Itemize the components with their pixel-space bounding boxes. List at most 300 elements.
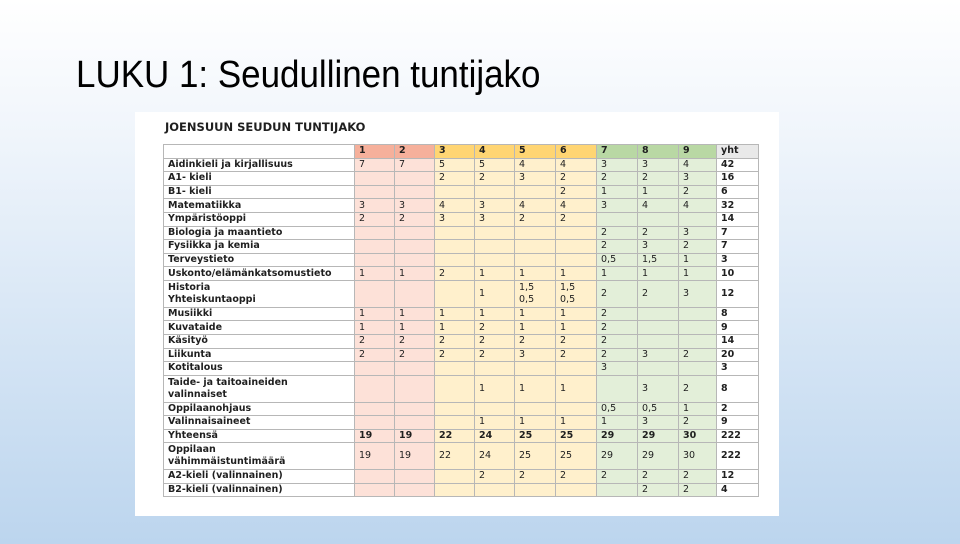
grade-cell: [597, 362, 638, 376]
cell-value: 1: [479, 382, 486, 394]
grade-cell: [475, 416, 515, 430]
grade-cell: [435, 416, 475, 430]
cell-value: 6: [721, 186, 728, 198]
grade-cell: [515, 226, 556, 240]
grade-cell: [435, 321, 475, 335]
grade-cell: [435, 185, 475, 199]
grade-cell: [355, 280, 395, 307]
grade-cell: [475, 267, 515, 281]
grade-cell: [717, 199, 759, 213]
grade-cell: [638, 253, 679, 267]
grade-cell: [679, 483, 717, 497]
table-row: [164, 470, 759, 484]
grade-cell: [395, 429, 435, 443]
grade-cell: [435, 470, 475, 484]
subject-label: [164, 429, 355, 443]
grade-cell: [515, 240, 556, 254]
cell-value: 2: [642, 483, 649, 495]
cell-value: 2: [439, 172, 446, 184]
subject-label-line: B2-kieli (valinnainen): [168, 483, 283, 495]
grade-cell: [679, 226, 717, 240]
cell-value: 2: [399, 348, 406, 360]
cell-value: 3: [601, 362, 608, 374]
grade-cell: [435, 226, 475, 240]
subject-label: [164, 253, 355, 267]
cell-value: 2: [359, 348, 366, 360]
grade-cell: [475, 240, 515, 254]
grade-cell: [638, 483, 679, 497]
cell-value: 3: [439, 213, 446, 225]
grade-cell: [717, 280, 759, 307]
grade-cell: [556, 402, 597, 416]
cell-value: 7: [399, 158, 406, 170]
grade-cell: [679, 253, 717, 267]
cell-value: 1: [399, 267, 406, 279]
grade-cell: [355, 199, 395, 213]
grade-cell: [717, 321, 759, 335]
grade-cell: [679, 375, 717, 402]
cell-value-sub: 0,5: [519, 293, 535, 305]
cell-value: 3: [479, 213, 486, 225]
column-header-4: 4: [475, 145, 515, 159]
subject-label: [164, 199, 355, 213]
grade-cell: [679, 348, 717, 362]
grade-cell: [556, 212, 597, 226]
grade-cell: [475, 443, 515, 470]
grade-cell: [597, 402, 638, 416]
cell-value: 1: [560, 308, 567, 320]
table-row: [164, 226, 759, 240]
subject-label: [164, 280, 355, 307]
cell-value: 3: [642, 240, 649, 252]
grade-cell: [638, 240, 679, 254]
cell-value: 4: [560, 199, 567, 211]
cell-value: 30: [683, 429, 697, 441]
cell-value: 3: [519, 348, 526, 360]
grade-cell: [717, 185, 759, 199]
grade-cell: [679, 158, 717, 172]
timetable-image-panel: [135, 112, 779, 516]
grade-cell: [355, 470, 395, 484]
cell-value: 2: [560, 186, 567, 198]
cell-value: 2: [479, 470, 486, 482]
grade-cell: [355, 402, 395, 416]
grade-cell: [679, 212, 717, 226]
table-row: [164, 240, 759, 254]
subject-label-line: Yhteiskuntaoppi: [168, 293, 256, 305]
grade-cell: [556, 470, 597, 484]
cell-value: 25: [519, 450, 532, 462]
cell-value: 2: [479, 321, 486, 333]
table-row: [164, 212, 759, 226]
table-title: JOENSUUN SEUDUN TUNTIJAKO: [165, 120, 366, 134]
column-header-6: 6: [556, 145, 597, 159]
grade-cell: [515, 443, 556, 470]
subject-label: [164, 375, 355, 402]
grade-cell: [475, 321, 515, 335]
grade-cell: [435, 172, 475, 186]
grade-cell: [717, 307, 759, 321]
subject-label-line: Kuvataide: [168, 321, 223, 333]
grade-cell: [395, 416, 435, 430]
cell-value: 3: [642, 348, 649, 360]
cell-value: 1: [642, 186, 649, 198]
cell-value: 2: [601, 226, 608, 238]
cell-value: 29: [642, 450, 655, 462]
grade-cell: [597, 348, 638, 362]
grade-cell: [515, 185, 556, 199]
grade-cell: [597, 307, 638, 321]
cell-value: 2: [479, 172, 486, 184]
grade-cell: [717, 348, 759, 362]
grade-cell: [475, 158, 515, 172]
cell-value: 2: [439, 335, 446, 347]
grade-cell: [395, 240, 435, 254]
subject-label: [164, 334, 355, 348]
cell-value: 10: [721, 267, 735, 279]
grade-cell: [638, 321, 679, 335]
grade-cell: [717, 483, 759, 497]
cell-value: 3: [683, 287, 690, 299]
grade-cell: [638, 375, 679, 402]
grade-cell: [717, 240, 759, 254]
grade-cell: [475, 402, 515, 416]
grade-cell: [717, 429, 759, 443]
cell-value: 2: [519, 470, 526, 482]
subject-label-line: Liikunta: [168, 348, 212, 360]
subject-label: [164, 158, 355, 172]
grade-cell: [355, 334, 395, 348]
table-header-row: [164, 145, 759, 159]
cell-value: 2: [642, 226, 649, 238]
cell-value: 16: [721, 172, 735, 184]
grade-cell: [355, 212, 395, 226]
grade-cell: [355, 483, 395, 497]
timetable-table: [163, 144, 759, 497]
grade-cell: [679, 280, 717, 307]
cell-value: 20: [721, 348, 735, 360]
subject-label: [164, 267, 355, 281]
grade-cell: [717, 267, 759, 281]
grade-cell: [638, 158, 679, 172]
grade-cell: [638, 172, 679, 186]
grade-cell: [355, 429, 395, 443]
subject-label: [164, 348, 355, 362]
cell-value: 3: [359, 199, 366, 211]
subject-label-line: Valinnaisaineet: [168, 416, 251, 428]
grade-cell: [435, 280, 475, 307]
grade-cell: [355, 362, 395, 376]
cell-value: 2: [399, 213, 406, 225]
grade-cell: [556, 226, 597, 240]
grade-cell: [515, 172, 556, 186]
subject-label: [164, 307, 355, 321]
subject-label-line: B1- kieli: [168, 186, 212, 198]
subject-label-line: Oppilaan: [168, 444, 216, 456]
grade-cell: [597, 212, 638, 226]
cell-value: 8: [721, 382, 728, 394]
grade-cell: [395, 185, 435, 199]
grade-cell: [355, 267, 395, 281]
grade-cell: [638, 212, 679, 226]
table-row: [164, 483, 759, 497]
cell-value: 2: [560, 348, 567, 360]
cell-value: 1: [560, 321, 567, 333]
cell-value: 1: [519, 382, 526, 394]
cell-value: 4: [721, 483, 728, 495]
cell-value: 2: [359, 335, 366, 347]
grade-cell: [597, 240, 638, 254]
grade-cell: [435, 402, 475, 416]
cell-value: 3: [721, 254, 728, 266]
grade-cell: [395, 362, 435, 376]
grade-cell: [515, 429, 556, 443]
subject-label: [164, 240, 355, 254]
grade-cell: [717, 212, 759, 226]
grade-cell: [515, 362, 556, 376]
grade-cell: [475, 253, 515, 267]
subject-label-line: Biologia ja maantieto: [168, 226, 283, 238]
grade-cell: [435, 362, 475, 376]
grade-cell: [355, 240, 395, 254]
grade-cell: [395, 334, 435, 348]
grade-cell: [638, 402, 679, 416]
subject-label: [164, 402, 355, 416]
grade-cell: [475, 199, 515, 213]
subject-label-line: Musiikki: [168, 308, 213, 320]
grade-cell: [475, 470, 515, 484]
cell-value: 2: [439, 348, 446, 360]
cell-value: 4: [439, 199, 446, 211]
grade-cell: [435, 429, 475, 443]
grade-cell: [556, 280, 597, 307]
grade-cell: [475, 307, 515, 321]
grade-cell: [395, 470, 435, 484]
grade-cell: [515, 212, 556, 226]
cell-value: 22: [439, 450, 452, 462]
grade-cell: [679, 240, 717, 254]
grade-cell: [395, 267, 435, 281]
grade-cell: [435, 375, 475, 402]
grade-cell: [679, 199, 717, 213]
grade-cell: [679, 402, 717, 416]
cell-value: 25: [560, 450, 573, 462]
grade-cell: [638, 348, 679, 362]
cell-value: 14: [721, 213, 735, 225]
cell-value: 3: [683, 226, 690, 238]
grade-cell: [435, 307, 475, 321]
grade-cell: [556, 375, 597, 402]
grade-cell: [638, 267, 679, 281]
grade-cell: [556, 267, 597, 281]
cell-value: 1: [479, 416, 486, 428]
cell-value: 29: [601, 450, 614, 462]
grade-cell: [717, 443, 759, 470]
grade-cell: [679, 443, 717, 470]
grade-cell: [355, 185, 395, 199]
cell-value: 19: [359, 429, 373, 441]
cell-value: 3: [721, 362, 728, 374]
grade-cell: [395, 348, 435, 362]
grade-cell: [597, 172, 638, 186]
grade-cell: [597, 443, 638, 470]
grade-cell: [638, 185, 679, 199]
subject-label-line: Historia: [168, 281, 211, 293]
subject-label-line: Matematiikka: [168, 199, 242, 211]
grade-cell: [597, 253, 638, 267]
cell-value: 4: [683, 199, 690, 211]
cell-value: 1,5: [519, 281, 535, 293]
cell-value: 19: [399, 450, 412, 462]
grade-cell: [679, 362, 717, 376]
grade-cell: [435, 199, 475, 213]
grade-cell: [515, 321, 556, 335]
cell-value: 9: [721, 321, 728, 333]
grade-cell: [435, 334, 475, 348]
grade-cell: [515, 253, 556, 267]
cell-value: 2: [560, 172, 567, 184]
cell-value: 1: [519, 416, 526, 428]
subject-label-line: Oppilaanohjaus: [168, 402, 252, 414]
grade-cell: [395, 158, 435, 172]
grade-cell: [395, 212, 435, 226]
grade-cell: [395, 226, 435, 240]
grade-cell: [515, 416, 556, 430]
grade-cell: [355, 307, 395, 321]
cell-value: 8: [721, 308, 728, 320]
column-header-2: 2: [395, 145, 435, 159]
cell-value: 2: [642, 470, 649, 482]
subject-label-line: Käsityö: [168, 335, 208, 347]
cell-value: 30: [683, 450, 696, 462]
cell-value: 25: [519, 429, 533, 441]
grade-cell: [638, 362, 679, 376]
grade-cell: [475, 334, 515, 348]
cell-value: 5: [439, 158, 446, 170]
cell-value: 1: [560, 382, 567, 394]
cell-value: 2: [560, 470, 567, 482]
subject-label: [164, 172, 355, 186]
grade-cell: [597, 375, 638, 402]
cell-value: 2: [683, 470, 690, 482]
grade-cell: [395, 443, 435, 470]
cell-value: 4: [519, 158, 526, 170]
grade-cell: [597, 280, 638, 307]
cell-value: 2: [601, 321, 608, 333]
subject-label: [164, 212, 355, 226]
grade-cell: [597, 334, 638, 348]
cell-value: 24: [479, 450, 492, 462]
grade-cell: [638, 429, 679, 443]
grade-cell: [556, 483, 597, 497]
cell-value: 24: [479, 429, 493, 441]
grade-cell: [556, 321, 597, 335]
cell-value: 0,5: [642, 402, 658, 414]
cell-value: 7: [721, 240, 728, 252]
subject-label-line: A1- kieli: [168, 172, 212, 184]
table-row: [164, 280, 759, 307]
cell-value: 1: [479, 308, 486, 320]
column-header-1: 1: [355, 145, 395, 159]
grade-cell: [395, 375, 435, 402]
table-row: [164, 443, 759, 470]
grade-cell: [355, 443, 395, 470]
grade-cell: [515, 334, 556, 348]
grade-cell: [597, 158, 638, 172]
cell-value: 1: [359, 267, 366, 279]
grade-cell: [717, 362, 759, 376]
cell-value: 2: [683, 483, 690, 495]
cell-value: 1: [399, 308, 406, 320]
cell-value: 1,5: [560, 281, 576, 293]
cell-value: 0,5: [601, 402, 617, 414]
grade-cell: [679, 334, 717, 348]
grade-cell: [435, 212, 475, 226]
grade-cell: [717, 402, 759, 416]
cell-value: 2: [399, 335, 406, 347]
slide-title: LUKU 1: Seudullinen tuntijako: [76, 54, 541, 96]
cell-value: 14: [721, 335, 735, 347]
grade-cell: [515, 375, 556, 402]
grade-cell: [597, 321, 638, 335]
subject-label: [164, 483, 355, 497]
table-row: [164, 429, 759, 443]
column-header-7: 7: [597, 145, 638, 159]
grade-cell: [395, 199, 435, 213]
subject-label-line: A2-kieli (valinnainen): [168, 470, 283, 482]
grade-cell: [355, 375, 395, 402]
grade-cell: [717, 470, 759, 484]
grade-cell: [475, 226, 515, 240]
grade-cell: [556, 307, 597, 321]
cell-value: 2: [683, 186, 690, 198]
grade-cell: [515, 280, 556, 307]
grade-cell: [679, 307, 717, 321]
grade-cell: [556, 348, 597, 362]
subject-label-line: Fysiikka ja kemia: [168, 240, 260, 252]
grade-cell: [556, 240, 597, 254]
cell-value: 1: [479, 267, 486, 279]
grade-cell: [638, 416, 679, 430]
grade-cell: [597, 226, 638, 240]
grade-cell: [638, 334, 679, 348]
grade-cell: [717, 172, 759, 186]
cell-value: 2: [601, 287, 608, 299]
grade-cell: [515, 158, 556, 172]
grade-cell: [556, 185, 597, 199]
cell-value: 1: [439, 321, 446, 333]
cell-value: 1: [683, 254, 690, 266]
grade-cell: [717, 416, 759, 430]
subject-label: [164, 443, 355, 470]
grade-cell: [679, 267, 717, 281]
cell-value: 2: [519, 335, 526, 347]
cell-value: 222: [721, 450, 741, 462]
cell-value: 29: [642, 429, 656, 441]
column-header-9: 9: [679, 145, 717, 159]
grade-cell: [475, 375, 515, 402]
cell-value: 1: [601, 416, 608, 428]
cell-value: 2: [642, 172, 649, 184]
grade-cell: [556, 416, 597, 430]
subject-label: [164, 470, 355, 484]
grade-cell: [435, 158, 475, 172]
grade-cell: [435, 443, 475, 470]
grade-cell: [638, 226, 679, 240]
table-row: [164, 307, 759, 321]
cell-value: 3: [601, 158, 608, 170]
grade-cell: [679, 416, 717, 430]
